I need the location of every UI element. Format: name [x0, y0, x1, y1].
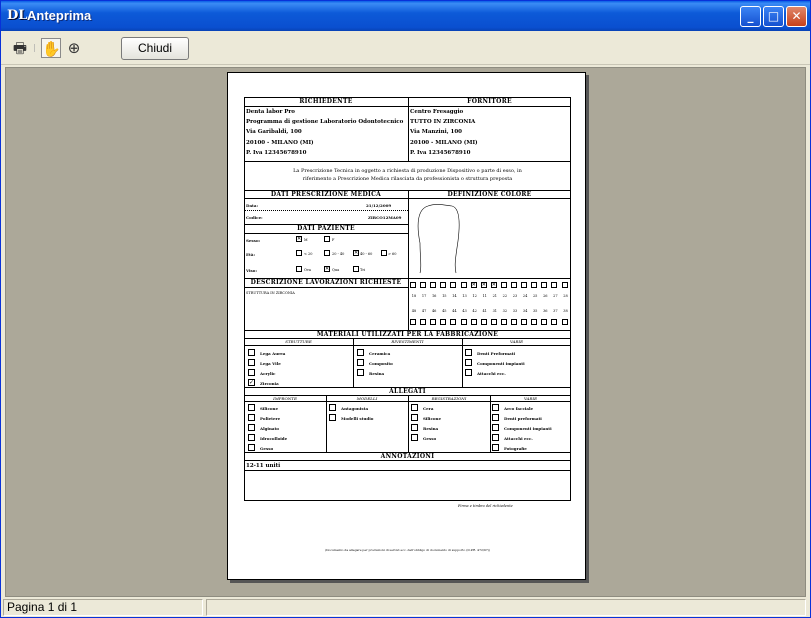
struttura-label: Lega Vile [260, 361, 281, 366]
firma-label: Firma e timbro del richiedente [458, 504, 513, 508]
tooth-checkbox[interactable] [450, 282, 456, 288]
impronta-label: Alginato [260, 426, 279, 431]
eta-checkbox[interactable] [381, 250, 387, 256]
rivestimenti-header: RIVESTIMENTI [391, 339, 424, 344]
registrazione-checkbox[interactable] [411, 424, 418, 431]
viso-option: Qua [332, 268, 340, 272]
modello-checkbox[interactable] [329, 404, 336, 411]
tooth-checkbox[interactable] [491, 319, 497, 325]
varie-materiale-checkbox[interactable] [465, 359, 472, 366]
rivestimento-checkbox[interactable] [357, 349, 364, 356]
tooth-number: 45 [442, 309, 447, 313]
tooth-checkbox[interactable] [420, 319, 426, 325]
impronta-checkbox[interactable] [248, 444, 255, 451]
tooth-checkbox[interactable] [420, 282, 426, 288]
struttura-label: Zirconia [260, 381, 279, 386]
tooth-checkbox[interactable] [521, 319, 527, 325]
tooth-number: 14 [452, 294, 457, 298]
eta-option: 40 - 60 [360, 252, 373, 256]
zoom-in-icon[interactable]: ⊕ [67, 39, 81, 57]
viso-option: Ova [304, 268, 311, 272]
toolbar [1, 31, 810, 65]
struttura-checkbox[interactable] [248, 369, 255, 376]
viso-checkbox[interactable]: ✕ [325, 266, 330, 272]
impronta-label: Gesso [260, 446, 274, 451]
tooth-number: 27 [553, 294, 558, 298]
struttura-label: Lega Aurea [260, 351, 286, 356]
struttura-checkbox[interactable] [248, 359, 255, 366]
struttura-checkbox[interactable]: ✓ [249, 379, 255, 386]
strutture-header: STRUTTURE [285, 339, 312, 344]
preview-area[interactable] [5, 67, 806, 597]
impronta-label: Silicone [260, 406, 279, 411]
tooth-number: 42 [472, 309, 477, 313]
tooth-number: 25 [532, 294, 538, 298]
varie-allegato-checkbox[interactable] [492, 434, 499, 441]
tooth-number: 34 [522, 309, 528, 313]
tooth-checkbox[interactable] [511, 319, 517, 325]
fornitore-line: 20100 - MILANO (MI) [410, 140, 478, 146]
tooth-checkbox[interactable] [562, 319, 568, 325]
annotazioni-value: 12-11 uniti [246, 463, 281, 469]
modelli-header: MODELLI [356, 396, 378, 401]
close-window-button[interactable]: ✕ [786, 6, 807, 27]
tooth-number: 22 [502, 294, 508, 298]
tooth-checkbox[interactable] [440, 319, 446, 325]
varie-materiale-label: Componenti impianti [477, 361, 525, 366]
tooth-checkbox[interactable] [551, 282, 557, 288]
toolbar-separator: | [33, 43, 36, 52]
varie-allegato-checkbox[interactable] [492, 444, 499, 451]
tooth-number: 36 [543, 309, 548, 313]
varie-allegato-checkbox[interactable] [492, 404, 499, 411]
registrazione-label: Gesso [423, 436, 437, 441]
tooth-number: 32 [502, 309, 508, 313]
minimize-button[interactable]: _ [740, 6, 761, 27]
tooth-number: 18 [411, 294, 417, 298]
rivestimento-label: Composito [369, 361, 393, 366]
viso-option: Tri [360, 268, 366, 272]
tooth-number: 47 [421, 309, 427, 313]
impronta-checkbox[interactable] [248, 414, 255, 421]
modello-label: Modelli studio [341, 416, 374, 421]
tooth-number: 21 [492, 294, 498, 298]
eta-option: > 60 [388, 252, 397, 256]
eta-label: Età: [246, 252, 255, 257]
fornitore-line: Centro Fresaggio [410, 109, 464, 115]
status-bar [1, 598, 810, 617]
sesso-label: Sesso: [246, 238, 261, 243]
tooth-checkbox[interactable] [461, 319, 467, 325]
richiedente-line: 20100 - MILANO (MI) [246, 140, 314, 146]
fornitore-header: FORNITORE [467, 98, 512, 105]
registrazione-checkbox[interactable] [411, 414, 418, 421]
varie-allegati-header: VARIE [523, 396, 538, 401]
tooth-checkbox[interactable] [511, 282, 517, 288]
rivestimento-label: Resina [369, 371, 385, 376]
varie-allegato-label: Arco facciale [504, 406, 534, 411]
tooth-checkbox[interactable]: ✕ [491, 282, 496, 288]
tooth-number: 15 [442, 294, 447, 298]
tooth-checkbox[interactable] [541, 282, 547, 288]
codice-value: ZIRCO12MA09 [368, 215, 402, 220]
fornitore-line: P. Iva 12345678910 [410, 150, 471, 156]
tooth-number: 13 [462, 294, 467, 298]
tooth-number: 44 [452, 309, 457, 313]
data-label: Data: [246, 203, 258, 208]
varie-allegato-label: Attacchi ecc. [504, 436, 533, 441]
app-icon: DL [7, 8, 28, 23]
intro-text: riferimento a Prescrizione Medica rilasciata da professionista o struttura preposta [302, 176, 513, 182]
registrazione-label: Silicone [423, 416, 442, 421]
tooth-number: 11 [482, 294, 487, 298]
tooth-number: 33 [512, 309, 518, 313]
richiedente-line: P. Iva 12345678910 [246, 150, 307, 156]
tooth-checkbox[interactable] [521, 282, 527, 288]
tooth-number: 37 [553, 309, 558, 313]
maximize-button[interactable]: □ [763, 6, 784, 27]
richiedente-header: RICHIEDENTE [299, 98, 353, 105]
tooth-number: 16 [431, 294, 437, 298]
tooth-checkbox[interactable] [430, 319, 436, 325]
rivestimento-checkbox[interactable] [357, 359, 364, 366]
status-panel [206, 599, 806, 616]
annotazioni-header: ANNOTAZIONI [380, 453, 435, 460]
tooth-checkbox[interactable] [562, 282, 568, 288]
tooth-number: 24 [522, 294, 528, 298]
tooth-checkbox[interactable]: ✕ [471, 282, 476, 288]
chiudi-button[interactable]: Chiudi [121, 37, 189, 60]
varie-allegato-label: Fotografie [504, 446, 527, 451]
tooth-number: 12 [472, 294, 477, 298]
struttura-checkbox[interactable] [248, 349, 255, 356]
tooth-number: 31 [492, 309, 498, 313]
tooth-checkbox[interactable] [471, 319, 477, 325]
rivestimento-checkbox[interactable] [357, 369, 364, 376]
data-value: 21/12/2009 [366, 203, 392, 208]
descrizione-value: STRUTTURA IN ZIRCONIA [246, 291, 295, 295]
colore-header: DEFINIZIONE COLORE [447, 191, 532, 198]
descrizione-header: DESCRIZIONE LAVORAZIONI RICHIESTE [250, 279, 402, 286]
registrazione-checkbox[interactable] [411, 434, 418, 441]
tooth-checkbox[interactable] [410, 319, 416, 325]
varie-header: VARIE [509, 339, 524, 344]
sesso-f-label: F [332, 238, 335, 242]
tooth-shape-icon [414, 203, 466, 275]
varie-allegato-label: Componenti impianti [504, 426, 552, 431]
tooth-number: 41 [482, 309, 487, 313]
codice-label: Codice: [246, 215, 263, 220]
impronte-header: IMPRONTE [273, 396, 297, 401]
prescrizione-header: DATI PRESCRIZIONE MEDICA [270, 191, 382, 198]
tooth-number: 38 [563, 309, 568, 313]
struttura-label: Acrylic [260, 371, 276, 376]
rivestimento-label: Ceramica [369, 351, 391, 356]
tooth-checkbox[interactable] [481, 319, 487, 325]
tooth-checkbox[interactable] [461, 282, 467, 288]
sesso-m-checkbox[interactable]: ✕ [297, 236, 302, 242]
impronta-label: Idrocolloide [260, 436, 288, 441]
tooth-checkbox[interactable] [541, 319, 547, 325]
tooth-number: 17 [421, 294, 427, 298]
tooth-checkbox[interactable]: ✕ [481, 282, 486, 288]
impronta-checkbox[interactable] [248, 404, 255, 411]
sesso-f-checkbox[interactable] [324, 236, 330, 242]
eta-checkbox[interactable]: ✕ [354, 250, 359, 256]
tooth-number: 28 [563, 294, 568, 298]
viso-checkbox[interactable] [296, 266, 302, 272]
tooth-number: 35 [532, 309, 538, 313]
richiedente-line: Via Garibaldi, 100 [246, 129, 302, 135]
impronta-label: Polietere [260, 416, 281, 421]
eta-option: 20 - 40 [332, 252, 345, 256]
varie-allegato-checkbox[interactable] [492, 414, 499, 421]
window-title: Anteprima [27, 8, 92, 23]
eta-checkbox[interactable] [296, 250, 302, 256]
richiedente-line: Programma di gestione Laboratorio Odontotecnico [246, 119, 404, 125]
title-bar[interactable] [1, 1, 810, 31]
printer-icon[interactable]: 🖶 [12, 39, 28, 57]
tooth-checkbox[interactable] [410, 282, 416, 288]
impronta-checkbox[interactable] [248, 424, 255, 431]
varie-allegato-label: Denti preformati [504, 416, 542, 421]
eta-option: < 20 [304, 252, 313, 256]
viso-label: Viso: [246, 268, 257, 273]
varie-materiale-checkbox[interactable] [465, 349, 472, 356]
page-indicator: Pagina 1 di 1 [3, 599, 203, 616]
tooth-checkbox[interactable] [501, 282, 507, 288]
tooth-number: 26 [543, 294, 548, 298]
tooth-checkbox[interactable] [440, 282, 446, 288]
modello-checkbox[interactable] [329, 414, 336, 421]
sesso-m-label: M [304, 238, 308, 242]
hand-icon[interactable]: ✋ [42, 40, 61, 58]
modello-label: Antagonista [341, 406, 369, 411]
tooth-number: 46 [431, 309, 437, 313]
tooth-checkbox[interactable] [450, 319, 456, 325]
paziente-header: DATI PAZIENTE [297, 225, 355, 232]
allegati-header: ALLEGATI [389, 388, 426, 395]
impronta-checkbox[interactable] [248, 434, 255, 441]
intro-text: La Prescrizione Tecnica in oggetto a richiesta di produzione Dispositivo o parte di esso, in [293, 168, 522, 174]
richiedente-line: Denta labor Pro [246, 109, 295, 115]
tooth-checkbox[interactable] [531, 282, 537, 288]
varie-materiale-label: Attacchi ecc. [477, 371, 506, 376]
footer-note: (Documento da allegare per produzioni di servizi ecc. dell'obbligo di documento di supporto (D.P.R. 472/97)) [324, 548, 491, 552]
registrazione-label: Resina [423, 426, 439, 431]
viso-checkbox[interactable] [353, 266, 359, 272]
tooth-number: 43 [462, 309, 467, 313]
eta-checkbox[interactable] [324, 250, 330, 256]
materiali-header: MATERIALI UTILIZZATI PER LA FABBRICAZIONE [316, 331, 499, 338]
varie-materiale-label: Denti Preformati [477, 351, 516, 356]
document-page [227, 72, 586, 580]
fornitore-line: TUTTO IN ZIRCONIA [410, 119, 476, 125]
fornitore-line: Via Manzini, 100 [410, 129, 463, 135]
registrazioni-header: REGISTRAZIONI [431, 396, 467, 401]
varie-allegato-checkbox[interactable] [492, 424, 499, 431]
registrazione-checkbox[interactable] [411, 404, 418, 411]
tooth-number: 23 [512, 294, 518, 298]
varie-materiale-checkbox[interactable] [465, 369, 472, 376]
registrazione-label: Cera [423, 406, 434, 411]
tooth-checkbox[interactable] [551, 319, 557, 325]
tooth-number: 48 [411, 309, 417, 313]
tooth-checkbox[interactable] [430, 282, 436, 288]
tooth-checkbox[interactable] [501, 319, 507, 325]
tooth-checkbox[interactable] [531, 319, 537, 325]
